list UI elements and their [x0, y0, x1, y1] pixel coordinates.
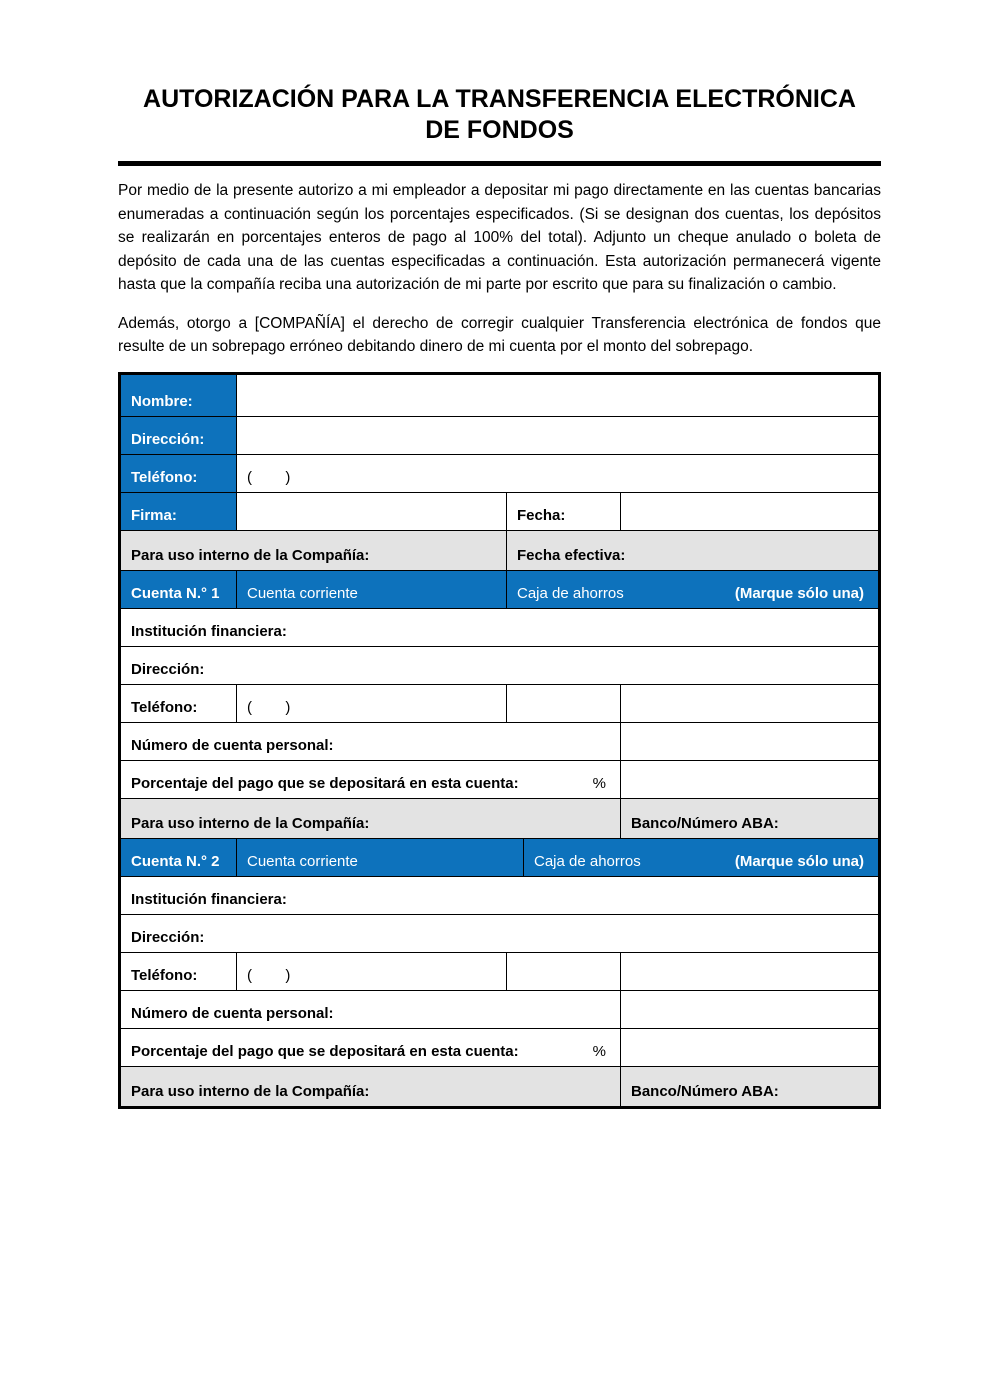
- account1-percent-sign: %: [592, 774, 606, 792]
- page-title-line2: DE FONDOS: [425, 116, 574, 144]
- row-nombre: [121, 375, 878, 416]
- account2-savings-option[interactable]: [523, 839, 878, 876]
- row-account1-phone: [121, 684, 878, 722]
- telefono-input-cell[interactable]: ( ): [236, 455, 878, 492]
- account1-percentage-cell: [121, 761, 620, 798]
- account2-number-label: Cuenta N.° 2: [121, 839, 236, 876]
- account1-checking-option[interactable]: Cuenta corriente: [236, 571, 506, 608]
- account2-institution-label: Institución financiera:: [131, 890, 287, 908]
- account1-percentage-input-cell[interactable]: [620, 761, 878, 798]
- account2-institution-cell[interactable]: [121, 877, 878, 914]
- account1-phone-extra-cell[interactable]: [506, 685, 620, 722]
- account2-aba-label[interactable]: Banco/Número ABA:: [620, 1067, 878, 1106]
- account2-account-number-input-cell[interactable]: [620, 991, 878, 1028]
- internal-use-label-1: Para uso interno de la Compañía:: [131, 546, 370, 564]
- account1-address-cell[interactable]: [121, 647, 878, 684]
- account2-phone-label: Teléfono:: [131, 966, 198, 984]
- telefono-label: Teléfono:: [121, 455, 236, 492]
- account2-percent-sign: %: [592, 1042, 606, 1060]
- account1-institution-label: Institución financiera:: [131, 622, 287, 640]
- correction-paragraph: Además, otorgo a [COMPAÑÍA] el derecho de corregir cualquier Transferencia electrónica de fondos que resulte de un sobrepago erróneo debitando dinero de mi cuenta por el monto del sobrepago.: [118, 314, 881, 355]
- account2-account-number-label: Número de cuenta personal:: [131, 1004, 334, 1022]
- account1-phone-input-cell[interactable]: ( ): [236, 685, 506, 722]
- account1-account-number-input-cell[interactable]: [620, 723, 878, 760]
- row-account2-header: [121, 838, 878, 876]
- row-account1-institution: [121, 608, 878, 646]
- title-divider: [118, 161, 881, 166]
- row-account1-percentage: [121, 760, 878, 798]
- account2-savings-label: Caja de ahorros: [534, 852, 641, 870]
- account2-address-cell[interactable]: [121, 915, 878, 952]
- account2-mark-one-note: (Marque sólo una): [734, 852, 864, 870]
- row-account2-phone: [121, 952, 878, 990]
- internal-use-label-2: Para uso interno de la Compañía:: [131, 814, 370, 832]
- account2-phone-input-cell[interactable]: ( ): [236, 953, 506, 990]
- account1-mark-one-note: (Marque sólo una): [734, 584, 864, 602]
- row-account1-address: [121, 646, 878, 684]
- account1-account-number-label: Número de cuenta personal:: [131, 736, 334, 754]
- fecha-label: Fecha:: [506, 493, 620, 530]
- intro-paragraph: Por medio de la presente autorizo a mi empleador a depositar mi pago directamente en las cuentas bancarias enumeradas a continuación según los porcentajes especificados. (Si se designan dos cuentas, los depósitos se realizarán en porcentajes enteros de pago al 100% del total). Adjunto un cheque anulado o boleta de depósito de cada una de las cuentas especificadas a continuación. Esta autorización permanecerá vigente hasta que la compañía reciba una autorización de mi parte por escrito que para su finalización o cambio.: [118, 182, 881, 293]
- nombre-label: Nombre:: [121, 375, 236, 416]
- firma-label: Firma:: [121, 493, 236, 530]
- row-internal-use-1: [121, 530, 878, 570]
- account1-phone-right-cell[interactable]: [620, 685, 878, 722]
- direccion-label: Dirección:: [121, 417, 236, 454]
- fecha-efectiva-label[interactable]: Fecha efectiva:: [506, 531, 878, 570]
- row-account2-institution: [121, 876, 878, 914]
- account2-phone-right-cell[interactable]: [620, 953, 878, 990]
- account2-phone-extra-cell[interactable]: [506, 953, 620, 990]
- account2-address-label: Dirección:: [131, 928, 205, 946]
- row-account2-address: [121, 914, 878, 952]
- nombre-input-cell[interactable]: [236, 375, 878, 416]
- account1-savings-option[interactable]: [506, 571, 878, 608]
- internal-use-label-3: Para uso interno de la Compañía:: [131, 1082, 370, 1100]
- page-title-line1: AUTORIZACIÓN PARA LA TRANSFERENCIA ELECTRÓNICA: [143, 85, 856, 113]
- row-internal-use-3: [121, 1066, 878, 1106]
- row-account1-number: [121, 722, 878, 760]
- account1-address-label: Dirección:: [131, 660, 205, 678]
- account1-institution-cell[interactable]: [121, 609, 878, 646]
- account1-number-label: Cuenta N.° 1: [121, 571, 236, 608]
- row-account1-header: [121, 570, 878, 608]
- row-account2-number: [121, 990, 878, 1028]
- firma-input-cell[interactable]: [236, 493, 506, 530]
- row-direccion: [121, 416, 878, 454]
- direccion-input-cell[interactable]: [236, 417, 878, 454]
- account1-percentage-label: Porcentaje del pago que se depositará en esta cuenta:: [131, 774, 519, 792]
- account2-percentage-label: Porcentaje del pago que se depositará en esta cuenta:: [131, 1042, 519, 1060]
- document-page: [118, 84, 881, 1109]
- account1-savings-label: Caja de ahorros: [517, 584, 624, 602]
- page-title: [118, 84, 881, 146]
- account1-aba-label[interactable]: Banco/Número ABA:: [620, 799, 878, 838]
- row-firma: [121, 492, 878, 530]
- account2-percentage-cell: [121, 1029, 620, 1066]
- fecha-input-cell[interactable]: [620, 493, 878, 530]
- account2-checking-option[interactable]: Cuenta corriente: [236, 839, 523, 876]
- row-internal-use-2: [121, 798, 878, 838]
- account1-phone-label: Teléfono:: [131, 698, 198, 716]
- account2-percentage-input-cell[interactable]: [620, 1029, 878, 1066]
- authorization-form-table: [118, 372, 881, 1109]
- row-account2-percentage: [121, 1028, 878, 1066]
- row-telefono: [121, 454, 878, 492]
